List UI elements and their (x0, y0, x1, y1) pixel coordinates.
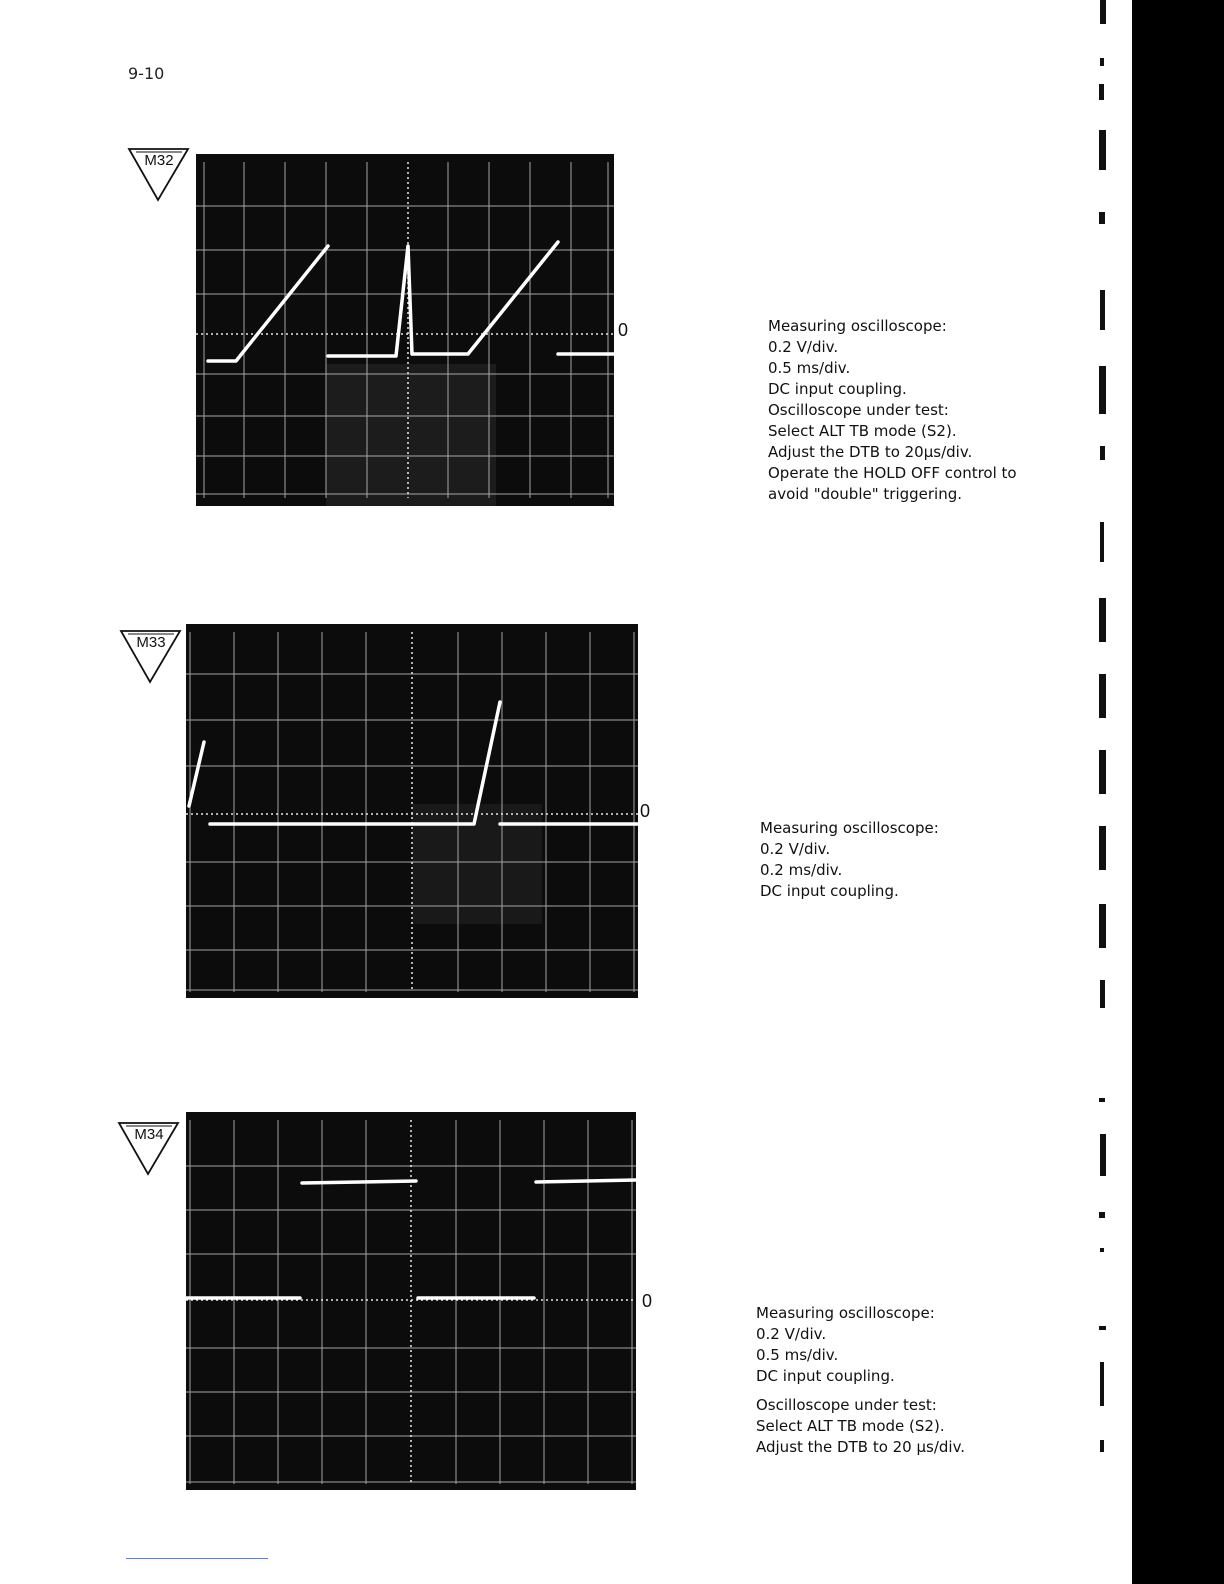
oscilloscope-trace-m32 (196, 154, 614, 506)
caption-m32 (768, 316, 1017, 505)
figure-marker-m33 (118, 628, 182, 688)
figure-marker-label: M33 (136, 634, 166, 651)
caption-line: Oscilloscope under test: (756, 1396, 937, 1414)
footer-rule (126, 1558, 268, 1559)
figure-marker-label: M34 (134, 1126, 164, 1143)
caption-line: avoid "double" triggering. (768, 485, 963, 503)
caption-line: DC input coupling. (756, 1367, 895, 1385)
caption-line: 0.2 V/div. (768, 338, 839, 356)
zero-level-label: 0 (640, 801, 651, 821)
page-number: 9-10 (128, 64, 165, 83)
figure-marker-m32 (126, 146, 190, 206)
zero-level-label: 0 (618, 320, 629, 340)
caption-line: 0.2 V/div. (756, 1325, 827, 1343)
caption-line: Measuring oscilloscope: (768, 317, 947, 335)
zero-level-label: 0 (642, 1291, 653, 1311)
caption-line: Measuring oscilloscope: (756, 1304, 935, 1322)
caption-line: 0.5 ms/div. (768, 359, 851, 377)
caption-line: DC input coupling. (760, 882, 899, 900)
oscilloscope-screen-m33 (186, 624, 638, 998)
oscilloscope-trace-m33 (186, 624, 638, 998)
caption-line: DC input coupling. (768, 380, 907, 398)
caption-line: Adjust the DTB to 20 μs/div. (756, 1438, 966, 1456)
caption-line: Select ALT TB mode (S2). (756, 1417, 945, 1435)
caption-m33 (760, 818, 939, 902)
caption-line: Oscilloscope under test: (768, 401, 949, 419)
oscilloscope-screen-m34 (186, 1112, 636, 1490)
caption-line: Operate the HOLD OFF control to (768, 464, 1017, 482)
caption-line: Adjust the DTB to 20μs/div. (768, 443, 973, 461)
caption-line: Select ALT TB mode (S2). (768, 422, 957, 440)
caption-line: 0.5 ms/div. (756, 1346, 839, 1364)
caption-line: 0.2 V/div. (760, 840, 831, 858)
caption-m34 (756, 1303, 965, 1458)
figure-marker-label: M32 (144, 152, 174, 169)
page-edge-bar (1132, 0, 1224, 1584)
oscilloscope-screen-m32 (196, 154, 614, 506)
oscilloscope-trace-m34 (186, 1112, 636, 1490)
caption-line: Measuring oscilloscope: (760, 819, 939, 837)
caption-line: 0.2 ms/div. (760, 861, 843, 879)
figure-marker-m34 (116, 1120, 180, 1180)
edge-marks (1096, 0, 1120, 1584)
